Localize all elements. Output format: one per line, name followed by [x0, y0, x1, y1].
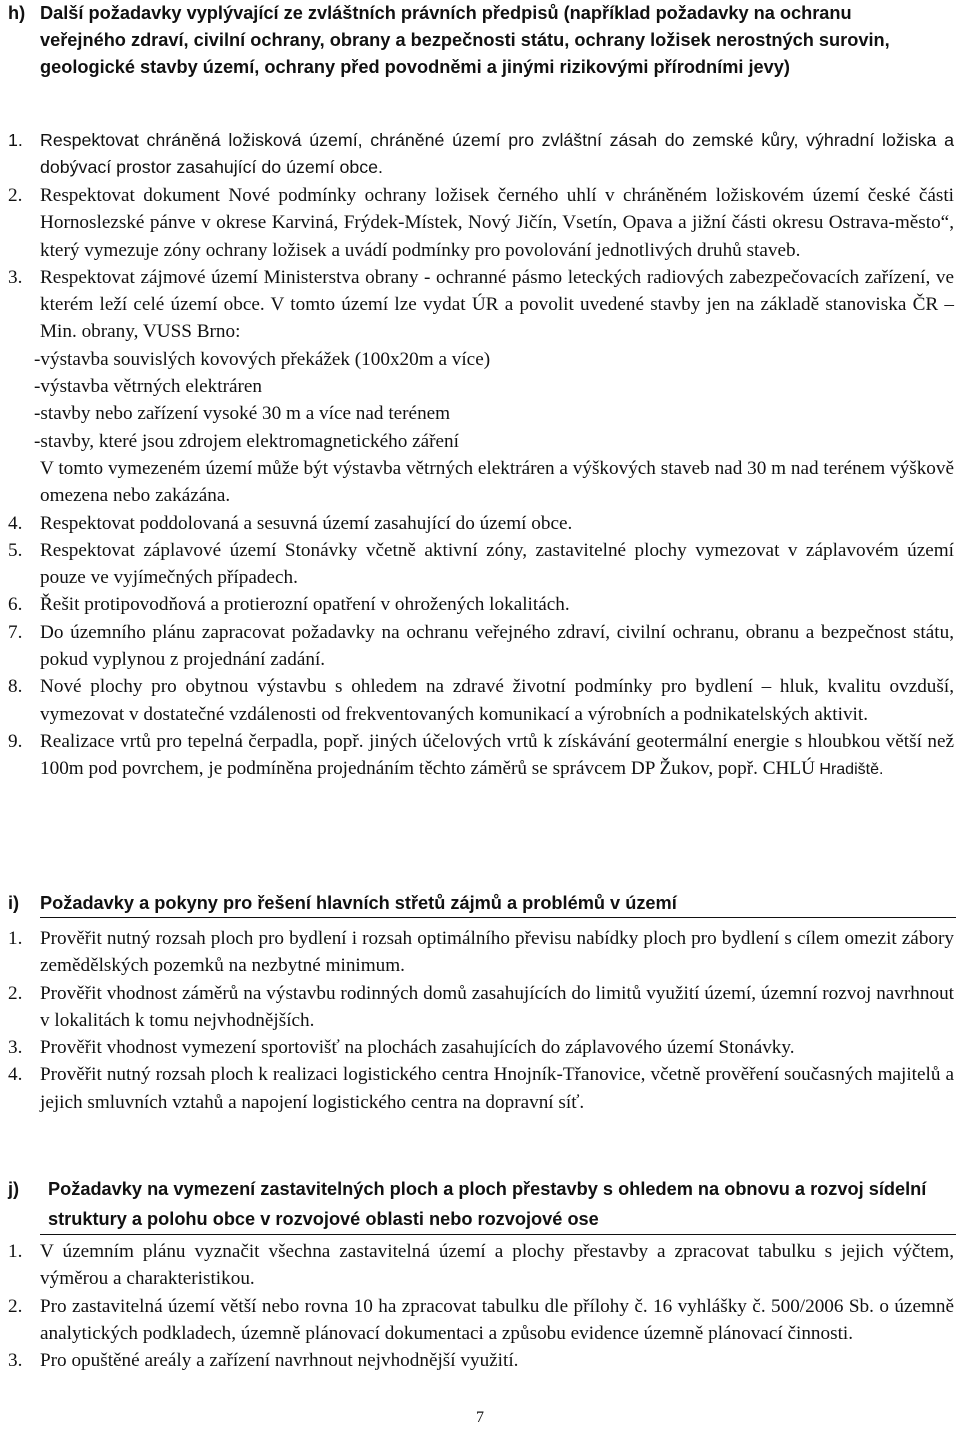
list-item	[8, 182, 954, 264]
item-text: Respektovat zájmové území Ministerstva obrany - ochranné pásmo leteckých radiových zabezpečovacích zařízení, ve kterém leží celé území obce. V tomto území lze vydat ÚR a povolit uvedené stavby jen na základě stanoviska ČR – Min. obrany, VUSS Brno:	[40, 266, 954, 343]
item-text: Prověřit vhodnost záměrů na výstavbu rodinných domů zasahujících do limitů využití území, územní rozvoj navrhnout v lokalitách k tomu nejvhodnějších.	[40, 982, 954, 1031]
item-number: 3.	[8, 1037, 23, 1059]
item-number: 1.	[8, 1241, 23, 1262]
item-text: Pro opuštěné areály a zařízení navrhnout nejvhodnější využití.	[40, 1350, 519, 1372]
list-item	[8, 673, 954, 728]
item-text: Nové plochy pro obytnou výstavbu s ohledem na zdravé životní podmínky pro bydlení – hluk, kvalitu ovzduší, vymezovat v dostatečné vzdálenosti od frekventovaných komunikací a výrobních a podnikatelských aktivit.	[40, 676, 954, 725]
item-text: V územním plánu vyznačit všechna zastavitelná území a plochy přestavby a zpracovat tabulku s jejich výčtem, výměrou a charakteristikou.	[40, 1241, 954, 1290]
list-item	[8, 510, 954, 537]
item-text: Respektovat chráněná ložisková území, chráněné území pro zvláštní zásah do zemské kůry, výhradní ložiska a dobývací prostor zasahující do území obce.	[40, 130, 954, 177]
item-text: Respektovat záplavové území Stonávky včetně aktivní zóny, zastavitelné plochy vymezovat v záplavovém území pouze ve vyjímečných případech.	[40, 539, 954, 589]
list-item	[8, 1238, 954, 1293]
sub-list	[34, 346, 954, 455]
list-item	[8, 264, 954, 510]
item-text: Prověřit nutný rozsah ploch pro bydlení i rozsah optimálního převisu nabídky ploch pro bydlení s cílem omezit zábory zemědělských pozemků na nezbytné minimum.	[40, 928, 954, 977]
section-h-title: Další požadavky vyplývající ze zvláštních právních předpisů (například požadavky na ochranu veřejného zdraví, civilní ochrany, obrany a bezpečnosti státu, ochrany ložisek nerostných surovin, geologické stavby území, ochrany před povodněmi a jinými rizikovými přírodními jevy)	[40, 3, 890, 77]
item-text: Do územního plánu zapracovat požadavky na ochranu veřejného zdraví, civilní ochranu, obranu a bezpečnost státu, pokud vyplynou z projednání zadání.	[40, 621, 954, 671]
item-number: 4.	[8, 1064, 23, 1086]
list-item	[8, 980, 954, 1035]
section-j-heading	[8, 1174, 956, 1235]
section-j-list	[8, 1238, 954, 1374]
item-text: Prověřit vhodnost vymezení sportovišť na plochách zasahujících do záplavového území Stonávky.	[40, 1037, 795, 1059]
item-text: Respektovat dokument Nové podmínky ochrany ložisek černého uhlí v chráněném ložiskovém území české části Hornoslezské pánve v okrese Karviná, Frýdek-Místek, Nový Jičín, Vsetín, Opava a jižní části okresu Ostrava-město“, který vymezuje zóny ochrany ložisek a uvádí podmínky pro povolování jednotlivých druhů staveb.	[40, 185, 954, 261]
sub-list-item: -stavby nebo zařízení vysoké 30 m a více nad terénem	[34, 403, 451, 425]
sub-list-item: -výstavba větrných elektráren	[34, 376, 263, 398]
page-number: 7	[476, 1409, 484, 1426]
sub-list-item: -výstavba souvislých kovových překážek (100x20m a více)	[34, 348, 491, 370]
list-item	[8, 728, 954, 784]
list-item	[8, 537, 954, 592]
section-i-title: Požadavky a pokyny pro řešení hlavních střetů zájmů a problémů v území	[40, 890, 956, 918]
section-i-heading	[8, 890, 956, 918]
item-text-after: V tomto vymezeném území může být výstavba větrných elektráren a výškových staveb nad 30 m nad terénem výškově omezena nebo zakázána.	[40, 457, 954, 507]
item-number: 2.	[8, 1295, 23, 1317]
item-number: 6.	[8, 594, 23, 616]
item-text: Prověřit nutný rozsah ploch k realizaci logistického centra Hnojník-Třanovice, včetně prověření současných majitelů a jejich smluvních vztahů a napojení logistického centra na dopravní síť.	[40, 1064, 954, 1113]
section-h-heading	[8, 0, 956, 81]
item-text: Realizace vrtů pro tepelná čerpadla, popř. jiných účelových vrtů k získávání geotermální energie s hloubkou větší než 100m pod povrchem, je podmíněna projednáním těchto záměrů se správcem DP Žukov, popř. CHLÚ	[40, 730, 954, 780]
section-h-letter: h)	[8, 3, 26, 23]
item-number: 4.	[8, 512, 23, 534]
list-item	[8, 925, 954, 980]
list-item	[8, 591, 954, 618]
list-item	[8, 1034, 954, 1061]
section-j-title: Požadavky na vymezení zastavitelných ploch a ploch přestavby s ohledem na obnovu a rozvoj sídelní struktury a polohu obce v rozvojové oblasti nebo rozvojové ose	[40, 1174, 956, 1235]
item-number: 9.	[8, 730, 23, 752]
section-i-letter: i)	[8, 893, 20, 913]
section-h-list	[8, 127, 954, 784]
list-item	[8, 1347, 954, 1374]
item-text: Řešit protipovodňová a protierozní opatření v ohrožených lokalitách.	[40, 594, 570, 616]
sub-list-item: -stavby, které jsou zdrojem elektromagnetického záření	[34, 430, 459, 452]
item-number: 5.	[8, 539, 23, 561]
list-item	[8, 619, 954, 674]
item-number: 2.	[8, 982, 23, 1004]
item-number: 8.	[8, 676, 23, 698]
list-item	[8, 1293, 954, 1348]
item-number: 2.	[8, 185, 23, 206]
item-number: 3.	[8, 1350, 23, 1372]
list-item	[8, 127, 954, 180]
item-text: Pro zastavitelná území větší nebo rovna 10 ha zpracovat tabulku dle přílohy č. 16 vyhlášky č. 500/2006 Sb. o územně analytických podkladech, územně plánovací dokumentaci a způsobu evidence územně plánovací činnosti.	[40, 1295, 954, 1344]
item-text-tail: Hradiště.	[814, 761, 884, 779]
item-number: 3.	[8, 266, 23, 288]
section-i-list	[8, 925, 954, 1116]
item-number: 7.	[8, 621, 23, 643]
section-j-letter: j)	[8, 1179, 20, 1199]
item-number: 1.	[8, 928, 23, 949]
item-number: 1.	[8, 130, 23, 150]
item-text: Respektovat poddolovaná a sesuvná území zasahující do území obce.	[40, 512, 573, 534]
list-item	[8, 1061, 954, 1116]
